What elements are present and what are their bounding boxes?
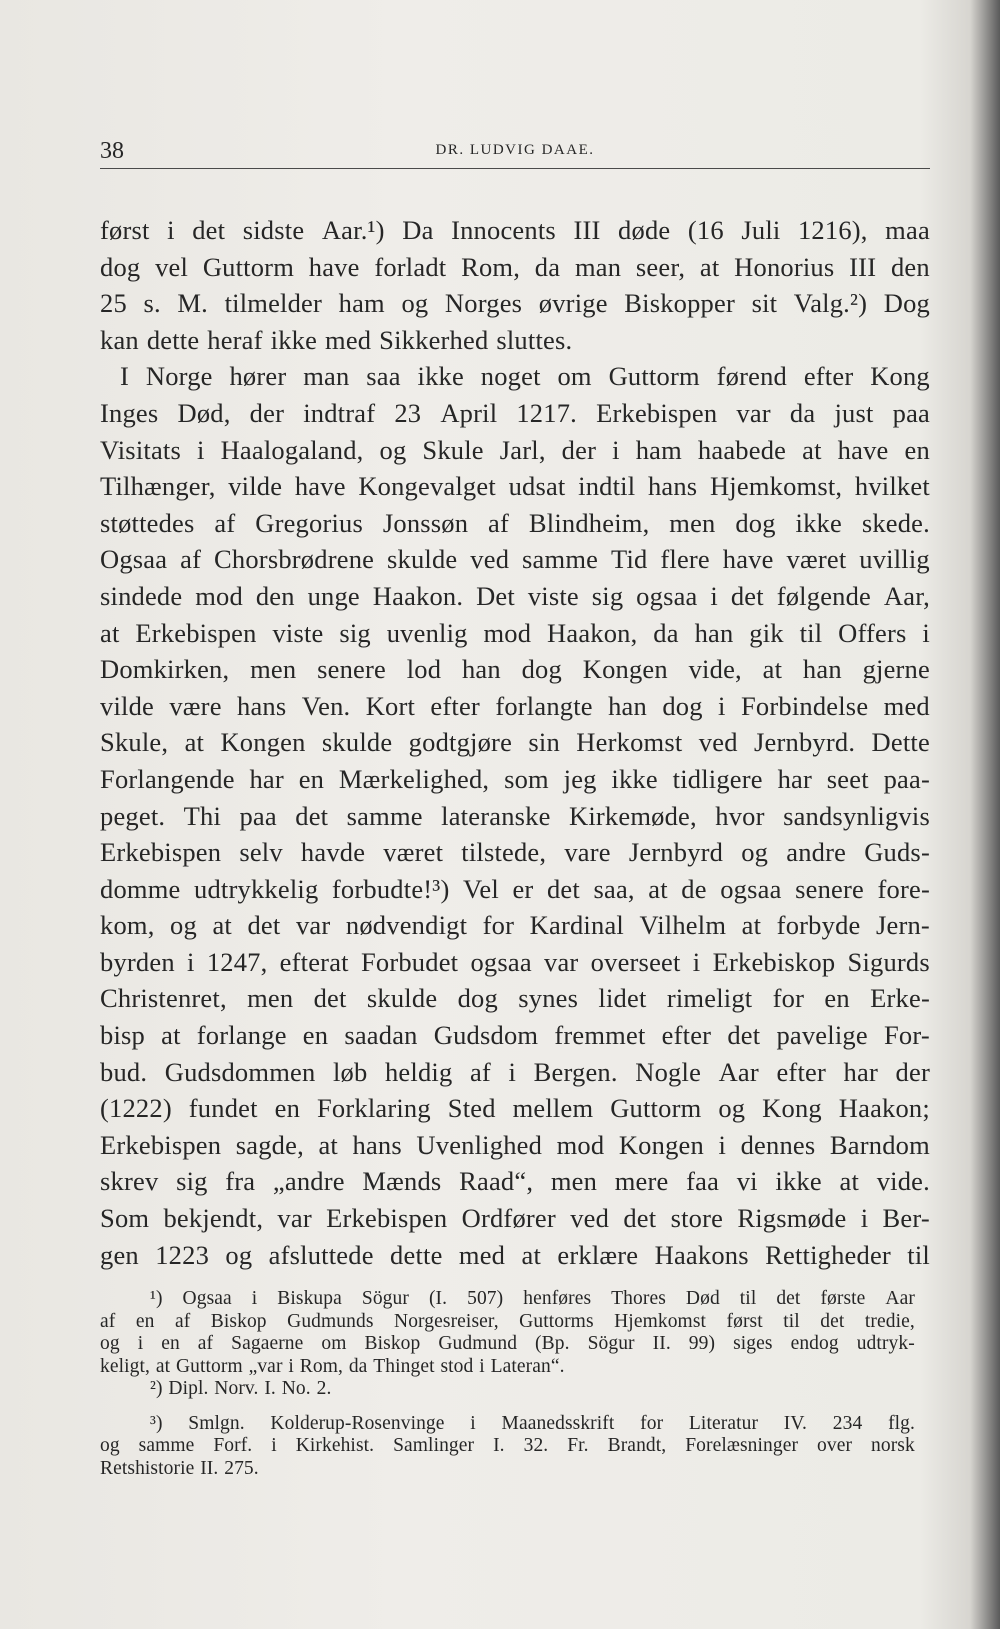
page-number: 38 (100, 138, 124, 164)
footnote-line: keligt, at Guttorm „var i Rom, da Thinget stod i Lateran“. (100, 1355, 565, 1377)
text-line: Ogsaa af Chorsbrødrene skulde ved samme Tid flere have været uvillig (100, 544, 930, 575)
text-line: sindede mod den unge Haakon. Det viste sig ogsaa i det følgende Aar, (100, 580, 930, 611)
text-line: byrden i 1247, efterat Forbudet ogsaa var overseet i Erkebiskop Sigurds (100, 946, 930, 977)
text-line: domme udtrykkelig forbudte!³) Vel er det saa, at de ogsaa senere fore- (100, 873, 930, 904)
footnote-line: ²) Dipl. Norv. I. No. 2. (150, 1378, 332, 1399)
page-header (100, 134, 930, 169)
text-line: peget. Thi paa det samme lateranske Kirkemøde, hvor sandsynligvis (100, 800, 930, 831)
text-line: bisp at forlange en saadan Gudsdom fremmet efter det pavelige For- (100, 1020, 930, 1051)
footnote-line: og samme Forf. i Kirkehist. Samlinger I. 32. Fr. Brandt, Forelæsninger over norsk (100, 1435, 915, 1456)
text-line: bud. Gudsdommen løb heldig af i Bergen. Nogle Aar efter har der (100, 1056, 930, 1087)
text-line: Domkirken, men senere lod han dog Kongen vide, at han gjerne (100, 654, 930, 685)
text-line: 25 s. M. tilmelder ham og Norges øvrige Biskopper sit Valg.²) Dog (100, 288, 930, 319)
text-line: Erkebispen selv havde været tilstede, vare Jernbyrd og andre Guds- (100, 837, 930, 868)
running-head: DR. LUDVIG DAAE. (435, 142, 595, 158)
text-line: vilde være hans Ven. Kort efter forlangte han dog i Forbindelse med (100, 690, 930, 721)
text-line: gen 1223 og afsluttede dette med at erklære Haakons Rettigheder til (100, 1239, 930, 1270)
text-line: Christenret, men det skulde dog synes lidet rimeligt for en Erke- (100, 983, 930, 1014)
footnote-line: og i en af Sagaerne om Biskop Gudmund (Bp. Sögur II. 99) siges endog udtryk- (100, 1333, 915, 1354)
footnote-line: ¹) Ogsaa i Biskupa Sögur (I. 507) henføres Thores Død til det første Aar (150, 1288, 915, 1309)
text-line: Forlangende har en Mærkelighed, som jeg ikke tidligere har seet paa- (100, 763, 930, 794)
text-line: skrev sig fra „andre Mænds Raad“, men mere faa vi ikke at vide. (100, 1166, 930, 1197)
text-line: Som bekjendt, var Erkebispen Ordfører ved det store Rigsmøde i Ber- (100, 1203, 930, 1234)
footnotes (100, 1288, 915, 1480)
main-text (100, 212, 930, 1273)
text-line: kom, og at det var nødvendigt for Kardinal Vilhelm at forbyde Jern- (100, 910, 930, 941)
text-line: at Erkebispen viste sig uvenlig mod Haakon, da han gik til Offers i (100, 617, 930, 648)
text-line: først i det sidste Aar.¹) Da Innocents III døde (16 Juli 1216), maa (100, 215, 930, 245)
text-line: kan dette heraf ikke med Sikkerhed sluttes. (100, 324, 573, 355)
text-line: (1222) fundet en Forklaring Sted mellem Guttorm og Kong Haakon; (100, 1093, 930, 1124)
text-line: Inges Død, der indtraf 23 April 1217. Erkebispen var da just paa (100, 397, 930, 428)
text-line: Skule, at Kongen skulde godtgjøre sin Herkomst ved Jernbyrd. Dette (100, 727, 930, 758)
text-line: Visitats i Haalogaland, og Skule Jarl, der i ham haabede at have en (100, 434, 930, 465)
text-line: I Norge hører man saa ikke noget om Guttorm førend efter Kong (120, 361, 930, 392)
footnote-line: Retshistorie II. 275. (100, 1457, 259, 1479)
text-line: støttedes af Gregorius Jonssøn af Blindheim, men dog ikke skede. (100, 507, 930, 538)
footnote-line: ³) Smlgn. Kolderup-Rosenvinge i Maanedsskrift for Literatur IV. 234 flg. (150, 1412, 915, 1434)
text-line: Tilhænger, vilde have Kongevalget udsat indtil hans Hjemkomst, hvilket (100, 471, 930, 502)
text-line: dog vel Guttorm have forladt Rom, da man seer, at Honorius III den (100, 251, 930, 282)
footnote-line: af en af Biskop Gudmunds Norgesreiser, Guttorms Hjemkomst først til det tredie, (100, 1310, 915, 1332)
text-line: Erkebispen sagde, at hans Uvenlighed mod Kongen i dennes Barndom (100, 1129, 930, 1160)
